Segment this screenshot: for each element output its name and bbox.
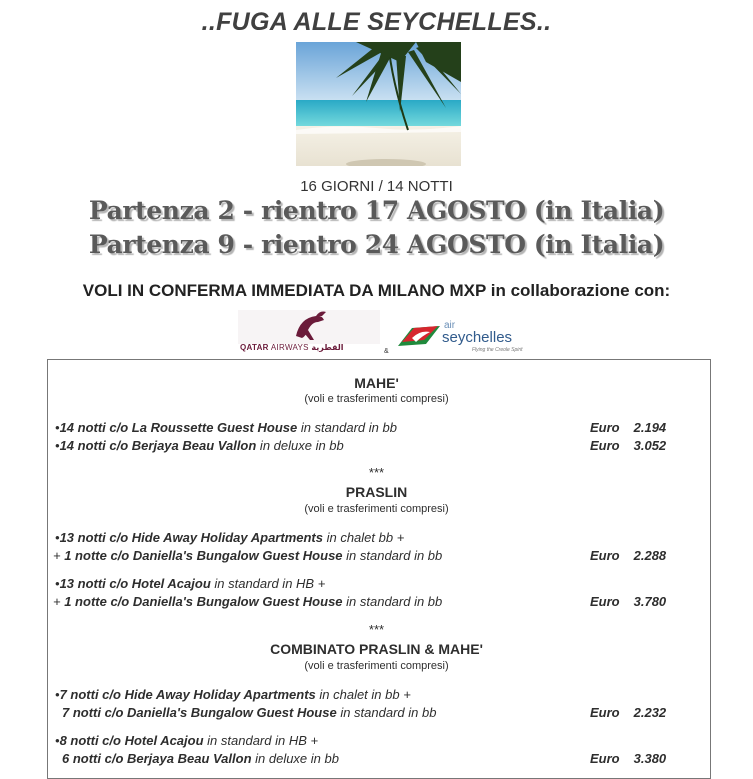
section-title-combinato: COMBINATO PRASLIN & MAHE' <box>270 641 483 657</box>
offer-line: •13 notti c/o Hotel Acajou in standard in HB + <box>55 576 326 591</box>
flights-collaboration-line: VOLI IN CONFERMA IMMEDIATA DA MILANO MXP in collaborazione con: <box>82 281 671 300</box>
airline-logos <box>238 310 528 358</box>
departure-dates-2: Partenza 9 - rientro 24 AGOSTO (in Italia) <box>88 230 665 259</box>
separator-stars: *** <box>368 465 385 480</box>
duration-label: 16 GIORNI / 14 NOTTI <box>300 178 453 195</box>
offer-line: •13 notti c/o Hide Away Holiday Apartments in chalet bb + <box>55 530 405 545</box>
separator-stars: *** <box>368 622 385 637</box>
seychelles-tagline: Flying the Creole Spirit <box>472 347 523 353</box>
seychelles-air-text: air <box>444 320 456 331</box>
seychelles-name-text: seychelles <box>442 329 513 346</box>
qatar-name-1: QATAR <box>240 343 269 352</box>
section-title-praslin: PRASLIN <box>345 484 408 500</box>
section-title-mahe: MAHE' <box>354 375 399 391</box>
offer-line: •14 notti c/o Berjaya Beau Vallon in deluxe in bb <box>55 438 344 453</box>
qatar-name-arabic: القطرية <box>311 343 344 352</box>
offer-line: + 1 notte c/o Daniella's Bungalow Guest House in standard in bb <box>53 548 443 563</box>
offer-line: •7 notti c/o Hide Away Holiday Apartments in chalet in bb + <box>55 687 411 702</box>
departure-dates-1: Partenza 2 - rientro 17 AGOSTO (in Italia) <box>88 196 665 225</box>
logo-ampersand: & <box>384 348 389 355</box>
air-seychelles-logo <box>398 320 523 356</box>
qatar-name-2: AIRWAYS <box>270 343 309 352</box>
air-seychelles-bird-logo-icon <box>398 324 440 348</box>
oryx-logo-icon <box>238 310 380 344</box>
offer-line: 6 notti c/o Berjaya Beau Vallon in deluxe in bb <box>62 751 339 766</box>
offer-line: •8 notti c/o Hotel Acajou in standard in HB + <box>55 733 319 748</box>
section-subtitle-praslin: (voli e trasferimenti compresi) <box>304 503 449 515</box>
palm-beach-image <box>296 42 461 166</box>
offer-line: 7 notti c/o Daniella's Bungalow Guest House in standard in bb <box>62 705 437 720</box>
offer-price: Euro 2.232 <box>590 705 667 720</box>
section-subtitle-combinato: (voli e trasferimenti compresi) <box>304 660 449 672</box>
offer-price: Euro 3.052 <box>590 438 667 453</box>
offer-line: + 1 notte c/o Daniella's Bungalow Guest House in standard in bb <box>53 594 443 609</box>
page-title: ..FUGA ALLE SEYCHELLES.. <box>201 8 552 36</box>
beach-photo <box>296 42 461 166</box>
offer-price: Euro 2.288 <box>590 548 667 563</box>
offer-price: Euro 2.194 <box>590 420 667 435</box>
section-subtitle-mahe: (voli e trasferimenti compresi) <box>304 393 449 405</box>
qatar-airways-logo <box>238 310 380 354</box>
offer-line: •14 notti c/o La Roussette Guest House in standard in bb <box>55 420 397 435</box>
offer-price: Euro 3.780 <box>590 594 667 609</box>
offer-price: Euro 3.380 <box>590 751 667 766</box>
